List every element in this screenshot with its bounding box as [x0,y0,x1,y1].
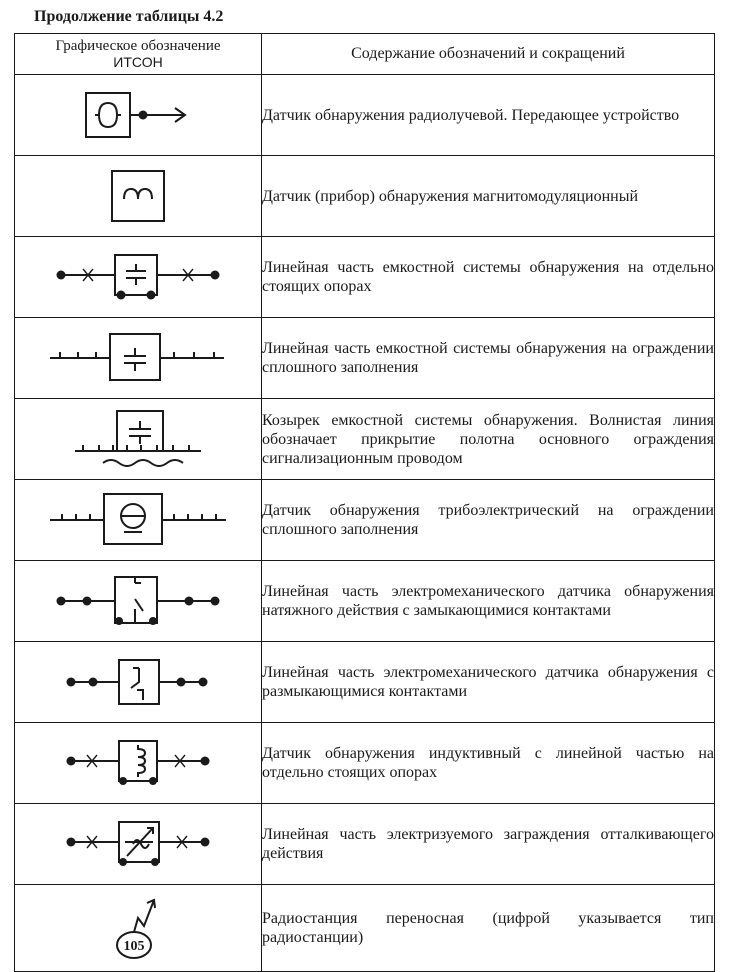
table-row [15,561,715,642]
description-cell: Датчик (прибор) обнаружения магнитомодуляционный [262,156,715,237]
table-row [15,399,715,480]
symbol-cell [15,237,262,318]
portable-radio-icon [103,893,173,963]
electrified-barrier-icon [63,816,213,872]
symbol-cell [15,885,262,972]
symbol-cell [15,480,262,561]
description-cell: Линейная часть электромеханического датчика обнаружения с размыкающимися контактами [262,642,715,723]
breaking-contacts-icon [63,654,213,710]
table-row [15,318,715,399]
radio-type-number: 105 [123,939,145,954]
description-cell: Радиостанция переносная (цифрой указывается тип радиостанции) [262,885,715,972]
description-cell: Козырек емкостной системы обнаружения. Волнистая линия обозначает прикрытие полотна основного ограждения сигнализационным проводом [262,399,715,480]
description-cell: Линейная часть электризуемого заграждения отталкивающего действия [262,804,715,885]
table-row [15,480,715,561]
symbol-cell [15,804,262,885]
header-symbol-line2: ИТСОН [113,54,163,70]
capacitive-on-solid-fence-icon [48,330,228,386]
header-symbol-line1: Графическое обозначение [55,38,221,54]
table-row [15,885,715,972]
table-row [15,804,715,885]
symbol-cell [15,156,262,237]
capacitive-on-separate-posts-icon [53,249,223,305]
symbol-cell [15,723,262,804]
table-row [15,723,715,804]
header-symbol [15,34,262,75]
description-cell: Датчик обнаружения радиолучевой. Передающее устройство [262,75,715,156]
symbol-cell [15,561,262,642]
symbol-cell [15,399,262,480]
table-row [15,156,715,237]
magnetomodulation-sensor-icon [108,168,168,224]
radio-beam-transmitter-icon [83,90,193,140]
table-caption: Продолжение таблицы 4.2 [34,8,224,25]
table-row [15,237,715,318]
table-row [15,642,715,723]
tension-closing-contacts-icon [53,571,223,631]
description-cell: Линейная часть электромеханического датчика обнаружения натяжного действия с замыкающимися контактами [262,561,715,642]
description-cell: Датчик обнаружения индуктивный с линейной частью на отдельно стоящих опорах [262,723,715,804]
table-header-row [15,34,715,75]
symbols-table [14,33,715,972]
symbol-cell [15,75,262,156]
table-row [15,75,715,156]
description-cell: Линейная часть емкостной системы обнаружения на ограждении сплошного заполнения [262,318,715,399]
description-cell: Датчик обнаружения трибоэлектрический на ограждении сплошного заполнения [262,480,715,561]
symbol-cell [15,642,262,723]
header-description: Содержание обозначений и сокращений [262,34,715,75]
triboelectric-sensor-icon [48,490,228,550]
symbol-cell [15,318,262,399]
capacitive-visor-icon [73,407,203,471]
inductive-sensor-icon [63,735,213,791]
description-cell: Линейная часть емкостной системы обнаружения на отдельно стоящих опорах [262,237,715,318]
